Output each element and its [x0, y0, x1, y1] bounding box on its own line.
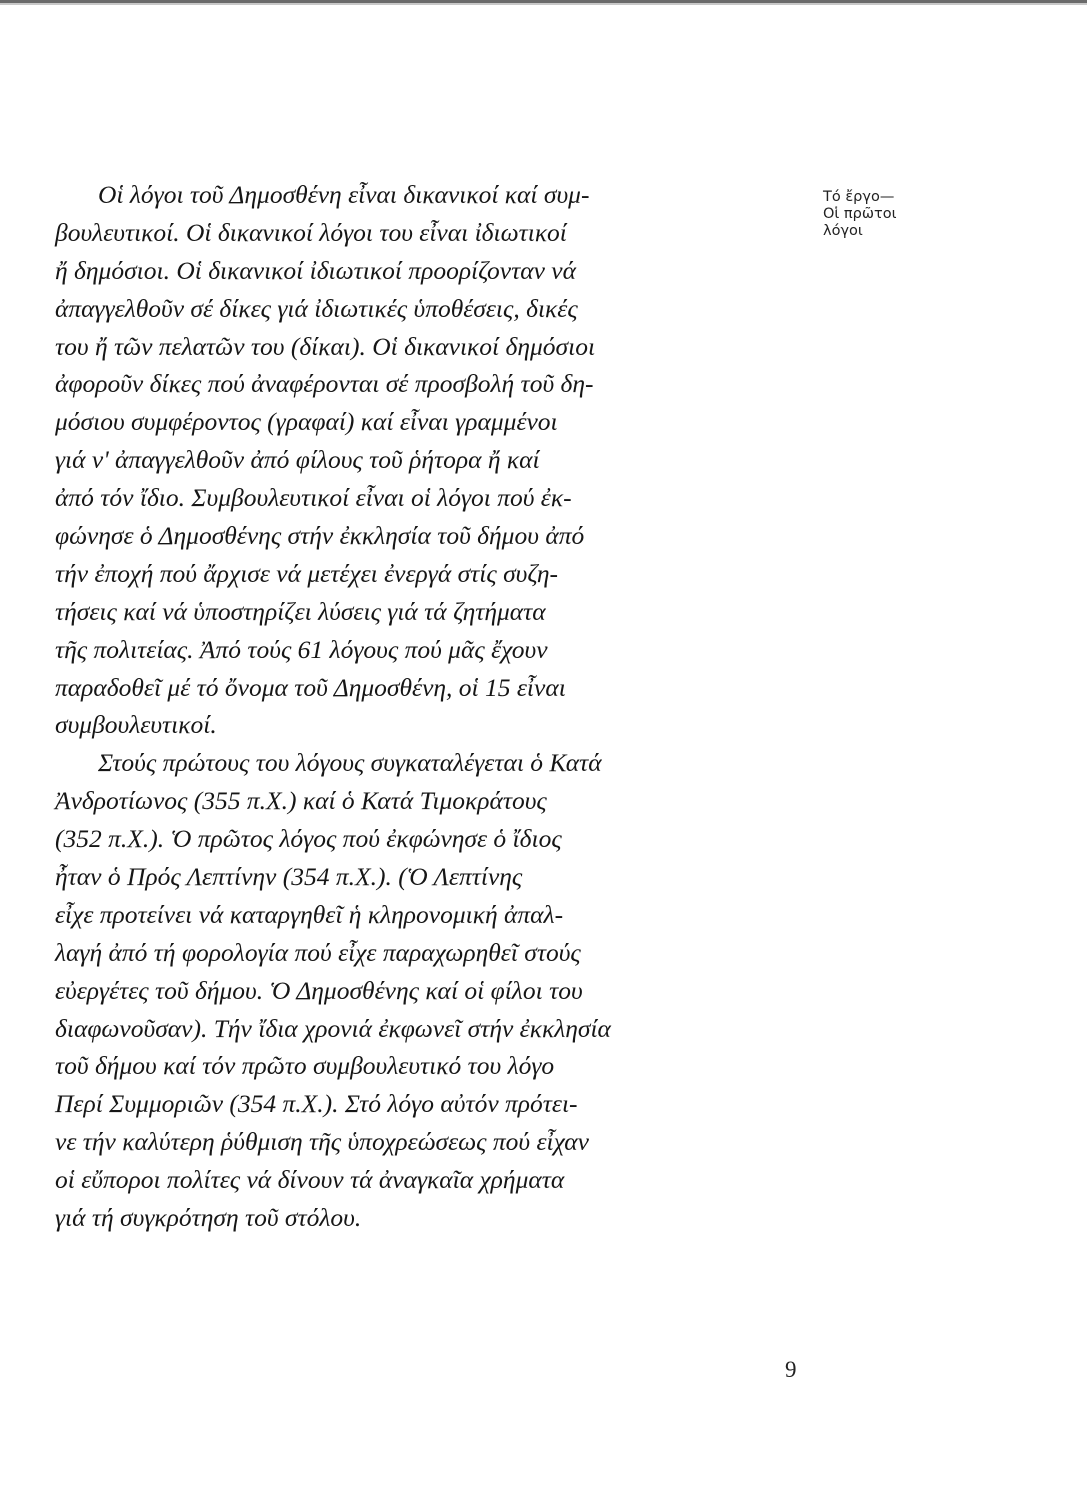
text-line: γιά τή συγκρότηση τοῦ στόλου. — [55, 1203, 362, 1233]
margin-note-line: Τό ἔργο— — [823, 189, 895, 205]
text-line: Στούς πρώτους του λόγους συγκαταλέγεται ὁ Κατά — [98, 748, 602, 778]
text-line: βουλευτικοί. Οἱ δικανικοί λόγοι του εἶναι ἰδιωτικοί — [55, 217, 567, 247]
text-line: τοῦ δήμου καί τόν πρῶτο συμβουλευτικό του λόγο — [55, 1051, 555, 1081]
text-line: τῆς πολιτείας. Ἀπό τούς 61 λόγους πού μᾶς ἔχουν — [55, 634, 548, 664]
text-line: μόσιου συμφέροντος (γραφαί) καί εἶναι γραμμένοι — [55, 407, 558, 437]
text-line: του ἤ τῶν πελατῶν του (δίκαι). Οἱ δικανικοί δημόσιοι — [55, 331, 596, 361]
text-line: ἤ δημόσιοι. Οἱ δικανικοί ἰδιωτικοί προορίζονταν νά — [55, 255, 576, 285]
text-line: φώνησε ὁ Δημοσθένης στήν ἐκκλησία τοῦ δήμου ἀπό — [55, 521, 585, 551]
margin-note-line: Οἱ πρῶτοι — [823, 206, 897, 222]
text-line: ἀπαγγελθοῦν σέ δίκες γιά ἰδιωτικές ὑποθέσεις, δικές — [55, 293, 578, 323]
text-line: Οἱ λόγοι τοῦ Δημοσθένη εἶναι δικανικοί καί συμ- — [98, 180, 590, 209]
text-line: ἀφοροῦν δίκες πού ἀναφέρονται σέ προσβολή τοῦ δη- — [55, 369, 594, 399]
text-line: διαφωνοῦσαν). Τήν ἴδια χρονιά ἐκφωνεῖ στήν ἐκκλησία — [55, 1013, 611, 1043]
margin-note-line: λόγοι — [823, 223, 863, 239]
margin-note — [823, 189, 923, 240]
text-line: εὐεργέτες τοῦ δήμου. Ὁ Δημοσθένης καί οἱ φίλοι του — [55, 975, 583, 1005]
text-line: λαγή ἀπό τή φορολογία πού εἶχε παραχωρηθεῖ στούς — [55, 937, 581, 967]
text-line: (352 π.Χ.). Ὁ πρῶτος λόγος πού ἐκφώνησε ὁ ἴδιος — [55, 824, 562, 854]
text-line: τήσεις καί νά ὑποστηρίζει λύσεις γιά τά ζητήματα — [55, 596, 546, 626]
page-number: 9 — [785, 1357, 797, 1382]
text-line: νε τήν καλύτερη ῥύθμιση τῆς ὑποχρεώσεως πού εἶχαν — [55, 1127, 589, 1157]
text-line: εἶχε προτείνει νά καταργηθεῖ ἡ κληρονομική ἀπαλ- — [55, 899, 564, 929]
text-line: Περί Συμμοριῶν (354 π.Χ.). Στό λόγο αὐτόν πρότει- — [55, 1089, 578, 1119]
text-line: Ἀνδροτίωνος (355 π.Χ.) καί ὁ Κατά Τιμοκράτους — [55, 786, 547, 816]
text-line: συμβουλευτικοί. — [55, 710, 217, 740]
text-line: γιά ν' ἀπαγγελθοῦν ἀπό φίλους τοῦ ῥήτορα ἤ καί — [55, 445, 540, 475]
text-line: οἱ εὔποροι πολίτες νά δίνουν τά ἀναγκαῖα χρήματα — [55, 1165, 565, 1195]
text-line: ἦταν ὁ Πρός Λεπτίνην (354 π.Χ.). (Ὁ Λεπτίνης — [55, 862, 523, 892]
text-line: τήν ἐποχή πού ἄρχισε νά μετέχει ἐνεργά στίς συζη- — [55, 558, 559, 588]
top-edge-shadow — [0, 3, 1087, 5]
body-text — [55, 176, 800, 1237]
text-line: παραδοθεῖ μέ τό ὄνομα τοῦ Δημοσθένη, οἱ 15 εἶναι — [55, 672, 566, 702]
text-line: ἀπό τόν ἴδιο. Συμβουλευτικοί εἶναι οἱ λόγοι πού ἐκ- — [55, 483, 572, 513]
